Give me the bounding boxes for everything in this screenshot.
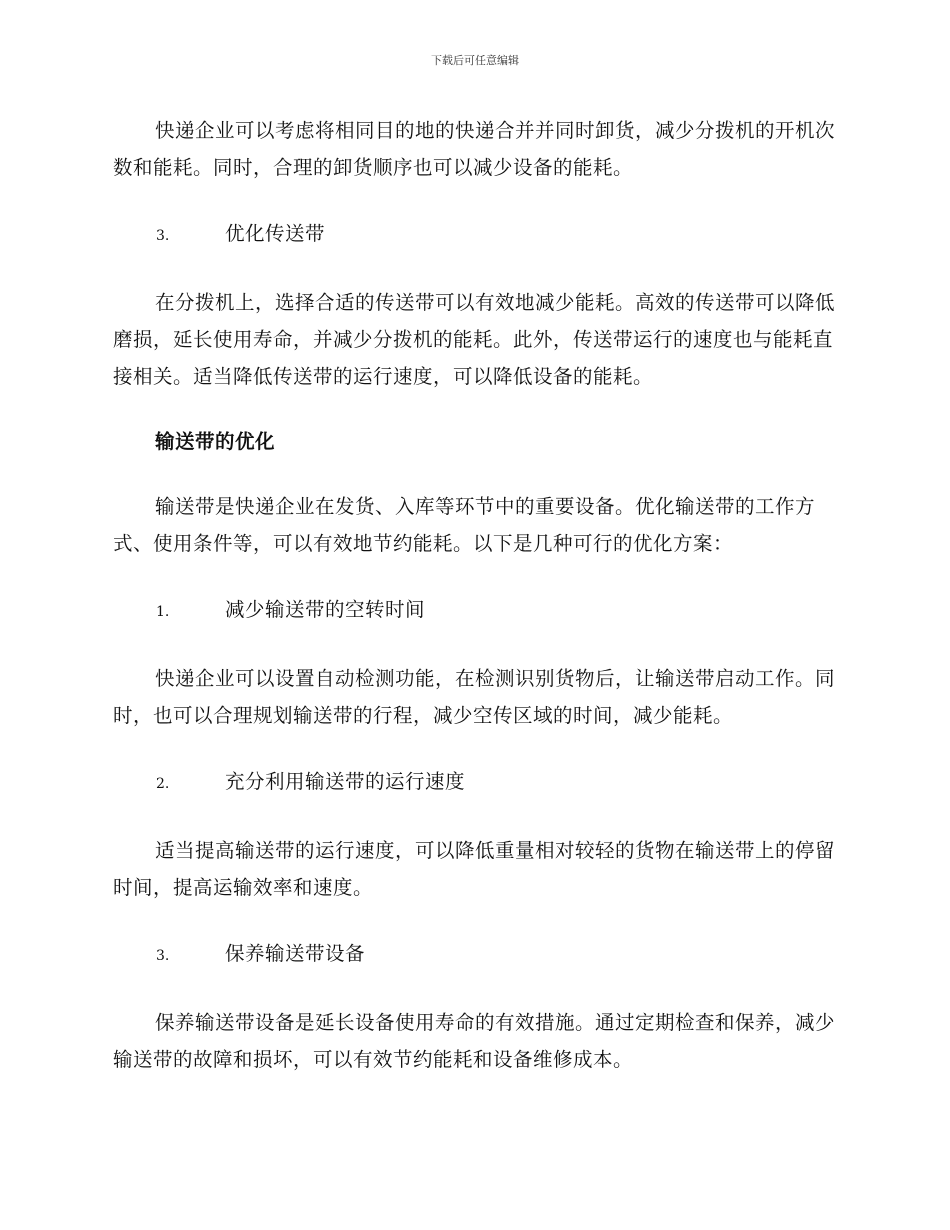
list-item [113, 215, 835, 255]
list-number: 1. [156, 604, 170, 620]
paragraph: 适当提高输送带的运行速度，可以降低重量相对较轻的货物在输送带上的停留时间，提高运输效率和速度。 [113, 839, 836, 899]
page-header: 下载后可任意编辑 [431, 54, 519, 67]
list-item-text: 充分利用输送带的运行速度 [225, 770, 466, 793]
list-number: 3. [156, 948, 170, 964]
list-item [113, 935, 835, 975]
list-item-text: 保养输送带设备 [225, 942, 366, 965]
paragraph: 快递企业可以考虑将相同目的地的快递合并并同时卸货，减少分拨机的开机次数和能耗。同时，合理的卸货顺序也可以减少设备的能耗。 [113, 119, 836, 179]
list-item [113, 591, 835, 631]
list-item-text: 优化传送带 [225, 222, 326, 245]
list-item-text: 减少输送带的空转时间 [225, 598, 426, 621]
paragraph: 输送带是快递企业在发货、入库等环节中的重要设备。优化输送带的工作方式、使用条件等，可以有效地节约能耗。以下是几种可行的优化方案： [113, 495, 816, 555]
paragraph: 保养输送带设备是延长设备使用寿命的有效措施。通过定期检查和保养，减少输送带的故障和损坏，可以有效节约能耗和设备维修成本。 [113, 1011, 836, 1071]
list-item [113, 763, 835, 803]
document-body [113, 112, 835, 1078]
paragraph: 快递企业可以设置自动检测功能，在检测识别货物后，让输送带启动工作。同时，也可以合理规划输送带的行程，减少空传区域的时间，减少能耗。 [113, 667, 836, 727]
section-heading: 输送带的优化 [155, 430, 276, 453]
list-number: 2. [156, 776, 170, 792]
paragraph: 在分拨机上，选择合适的传送带可以有效地减少能耗。高效的传送带可以降低磨损，延长使用寿命，并减少分拨机的能耗。此外，传送带运行的速度也与能耗直接相关。适当降低传送带的运行速度，可以降低设备的能耗。 [113, 291, 836, 388]
list-number: 3. [156, 228, 170, 244]
